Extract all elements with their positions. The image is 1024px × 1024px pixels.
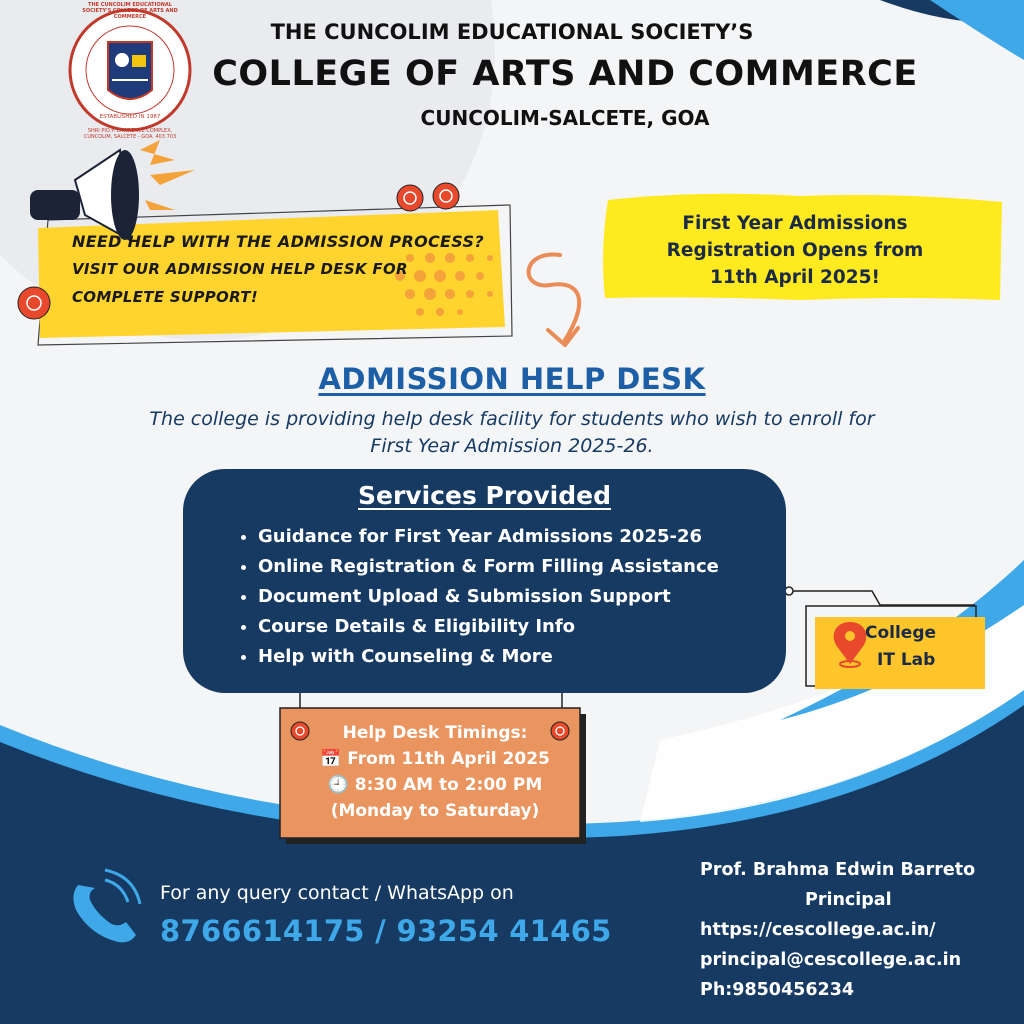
callout-line-2: VISIT OUR ADMISSION HELP DESK FOR (72, 260, 408, 278)
services-list (230, 522, 719, 672)
it-lab-label (820, 620, 1010, 674)
registration-line-3: 11th April 2025! (710, 267, 880, 288)
principal-role: Principal (805, 890, 892, 910)
contact-phone-numbers[interactable]: 8766614175 / 93254 41465 (160, 914, 612, 948)
page-title: ADMISSION HELP DESK (318, 362, 706, 396)
service-item: • Course Details & Eligibility Info (258, 612, 719, 642)
page-description (60, 406, 964, 460)
college-name: COLLEGE OF ARTS AND COMMERCE (212, 54, 918, 94)
website-link[interactable]: https://cescollege.ac.in/ (700, 920, 936, 940)
principal-phone[interactable]: Ph:9850456234 (700, 980, 855, 1000)
service-item: • Document Upload & Submission Support (258, 582, 719, 612)
timings-days: (Monday to Saturday) (330, 801, 540, 821)
registration-notice (615, 210, 975, 291)
society-name: THE CUNCOLIM EDUCATIONAL SOCIETY’S (270, 20, 754, 44)
query-label: For any query contact / WhatsApp on (160, 882, 514, 904)
clock-icon: 🕘 (327, 775, 355, 795)
service-item: • Guidance for First Year Admissions 2025-26 (258, 522, 719, 552)
principal-contact (700, 855, 1010, 1005)
timings-date-row (285, 746, 585, 772)
it-lab-line-1: College (865, 623, 937, 643)
logo-ring-text: THE CUNCOLIM EDUCATIONAL SOCIETY'S COLLEGE OF ARTS AND COMMERCE (82, 2, 178, 20)
principal-name: Prof. Brahma Edwin Barreto (700, 860, 976, 880)
services-title: Services Provided (358, 481, 611, 510)
timings-time: 8:30 AM to 2:00 PM (354, 775, 543, 795)
service-item: • Help with Counseling & More (258, 642, 719, 672)
timings-date: From 11th April 2025 (347, 749, 550, 769)
college-location: CUNCOLIM-SALCETE, GOA (420, 106, 710, 130)
callout-line-3: COMPLETE SUPPORT! (72, 288, 258, 306)
description-line-1: The college is providing help desk facility for students who wish to enroll for (149, 408, 875, 430)
timings-time-row (285, 772, 585, 798)
it-lab-line-2: IT Lab (877, 650, 936, 670)
logo-established: ESTABLISHED IN 1987 (99, 114, 161, 120)
calendar-icon: 📅 (320, 749, 348, 769)
email-link[interactable]: principal@cescollege.ac.in (700, 950, 962, 970)
callout-line-1: NEED HELP WITH THE ADMISSION PROCESS? (72, 232, 484, 251)
service-item: • Online Registration & Form Filling Assistance (258, 552, 719, 582)
logo-address: SHRI PIO P. LAWRENCE COMPLEX, CUNCOLIM, SALCETE - GOA. 403 703 (83, 128, 177, 140)
timings-content (285, 720, 585, 824)
registration-line-1: First Year Admissions (682, 213, 908, 234)
description-line-2: First Year Admission 2025-26. (370, 435, 654, 457)
timings-title: Help Desk Timings: (342, 723, 528, 743)
registration-line-2: Registration Opens from (666, 240, 924, 261)
